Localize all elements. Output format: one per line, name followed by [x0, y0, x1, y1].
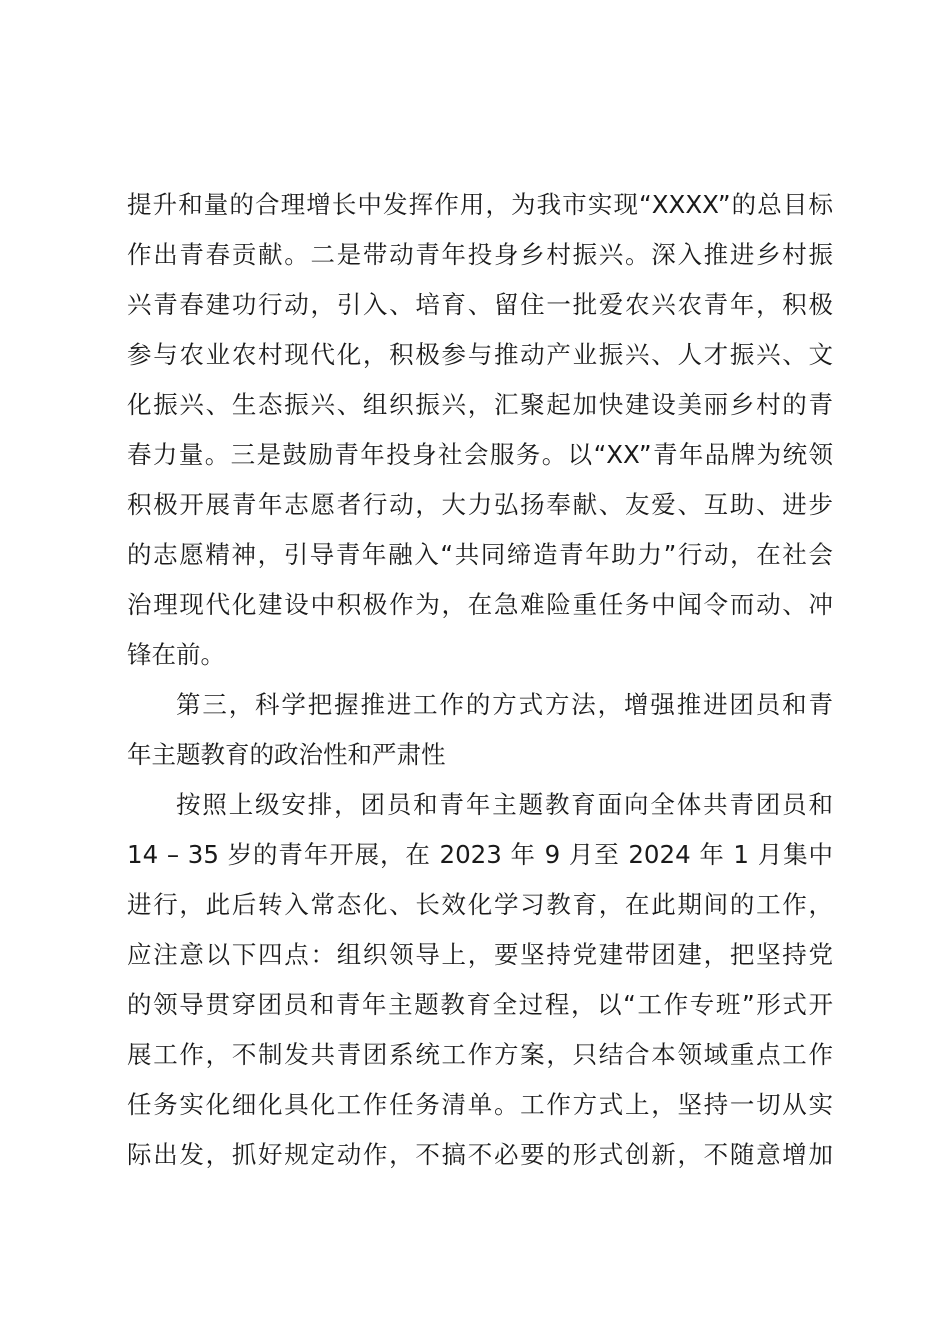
paragraph-1-line-3: 兴青春建功行动，引入、培育、留住一批爱农兴农青年，积极: [127, 290, 833, 319]
paragraph-2-line-7: 任务实化细化具化工作任务清单。工作方式上，坚持一切从实: [127, 1090, 833, 1119]
paragraph-2-line-2: 14 – 35 岁的青年开展，在 2023 年 9 月至 2024 年 1 月集中: [127, 840, 833, 869]
section-heading-3: [127, 680, 833, 780]
section-heading-3-line-2: 年主题教育的政治性和严肃性: [127, 740, 446, 769]
paragraph-2-line-1: 按照上级安排，团员和青年主题教育面向全体共青团员和: [176, 790, 833, 819]
paragraph-1-line-4: 参与农业农村现代化，积极参与推动产业振兴、人才振兴、文: [127, 340, 833, 369]
paragraph-1-line-10: 锋在前。: [127, 640, 225, 669]
paragraph-1-line-8: 的志愿精神，引导青年融入“共同缔造青年助力”行动，在社会: [127, 540, 833, 569]
paragraph-1-line-1: 提升和量的合理增长中发挥作用，为我市实现“XXXX”的总目标: [127, 190, 833, 219]
paragraph-1-line-7: 积极开展青年志愿者行动，大力弘扬奉献、友爱、互助、进步: [127, 490, 833, 519]
paragraph-2: [127, 780, 833, 1180]
section-heading-3-line-1: 第三，科学把握推进工作的方式方法，增强推进团员和青: [176, 690, 833, 719]
paragraph-2-line-8: 际出发，抓好规定动作，不搞不必要的形式创新，不随意增加: [127, 1140, 833, 1169]
paragraph-1: [127, 180, 833, 680]
document-body: [127, 180, 833, 1180]
paragraph-1-line-2: 作出青春贡献。二是带动青年投身乡村振兴。深入推进乡村振: [127, 240, 833, 269]
paragraph-2-line-5: 的领导贯穿团员和青年主题教育全过程，以“工作专班”形式开: [127, 990, 833, 1019]
paragraph-2-line-3: 进行，此后转入常态化、长效化学习教育，在此期间的工作，: [127, 890, 833, 919]
paragraph-1-line-5: 化振兴、生态振兴、组织振兴，汇聚起加快建设美丽乡村的青: [127, 390, 833, 419]
paragraph-2-line-6: 展工作，不制发共青团系统工作方案，只结合本领域重点工作: [127, 1040, 833, 1069]
paragraph-1-line-6: 春力量。三是鼓励青年投身社会服务。以“XX”青年品牌为统领: [127, 440, 833, 469]
paragraph-1-line-9: 治理现代化建设中积极作为，在急难险重任务中闻令而动、冲: [127, 590, 833, 619]
paragraph-2-line-4: 应注意以下四点：组织领导上，要坚持党建带团建，把坚持党: [127, 940, 833, 969]
